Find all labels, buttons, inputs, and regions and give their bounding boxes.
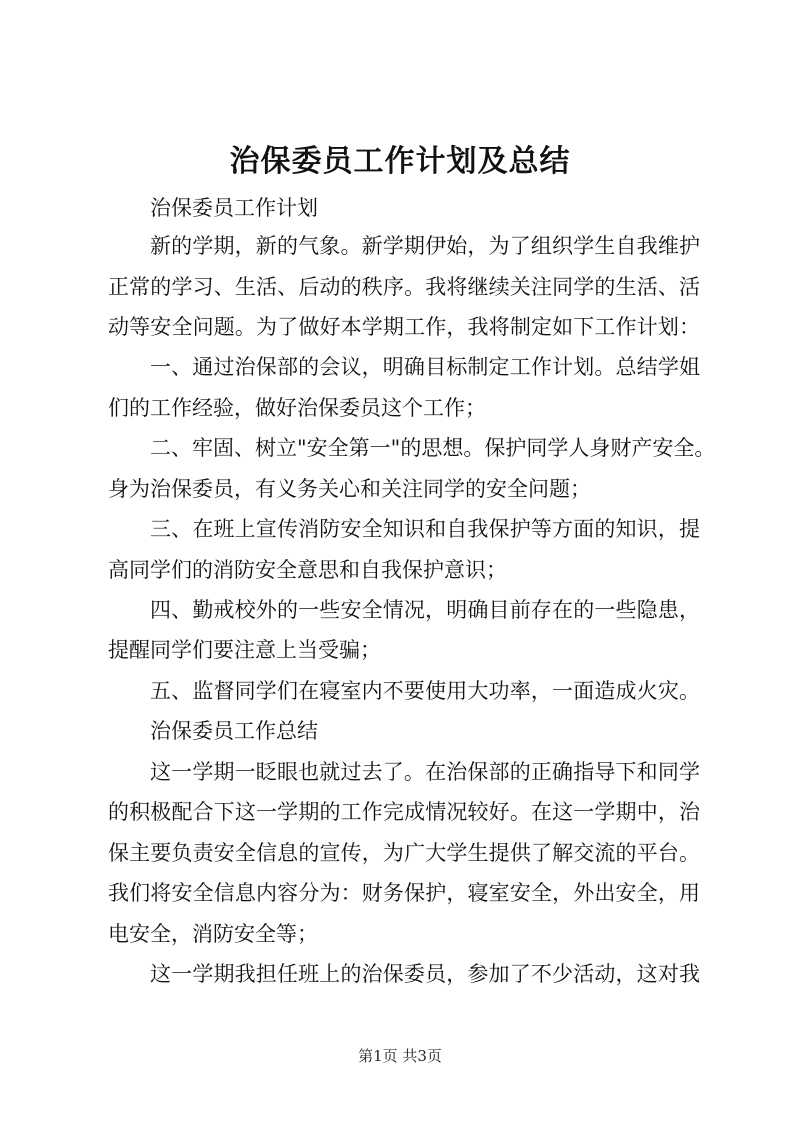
section-heading-plan: 治保委员工作计划 (150, 196, 318, 220)
paragraph-line: 高同学们的消防安全意思和自我保护意识； (108, 558, 507, 582)
paragraph-line: 动等安全问题。为了做好本学期工作，我将制定如下工作计划： (108, 315, 700, 339)
paragraph-line: 这一学期我担任班上的治保委员，参加了不少活动，这对我 (150, 962, 700, 986)
paragraph-line: 四、勤戒校外的一些安全情况，明确目前存在的一些隐患， (150, 598, 700, 622)
page-number: 第1页 共3页 (358, 1047, 442, 1065)
document-title: 治保委员工作计划及总结 (229, 144, 571, 179)
paragraph-line: 的积极配合下这一学期的工作完成情况较好。在这一学期中，治 (108, 800, 700, 824)
paragraph-line: 二、牢固、树立"安全第一"的思想。保护同学人身财产安全。 (150, 436, 716, 460)
paragraph-line: 身为治保委员，有义务关心和关注同学的安全问题； (108, 477, 591, 501)
paragraph-line: 这一学期一眨眼也就过去了。在治保部的正确指导下和同学 (150, 760, 700, 784)
paragraph-line: 提醒同学们要注意上当受骗； (108, 638, 381, 662)
paragraph-line: 三、在班上宣传消防安全知识和自我保护等方面的知识，提 (150, 517, 700, 541)
paragraph-line: 们的工作经验，做好治保委员这个工作； (108, 396, 486, 420)
section-heading-summary: 治保委员工作总结 (150, 719, 318, 743)
paragraph-line: 新的学期，新的气象。新学期伊始，为了组织学生自我维护 (150, 234, 700, 258)
paragraph-line: 一、通过治保部的会议，明确目标制定工作计划。总结学姐 (150, 355, 700, 379)
paragraph-line: 五、监督同学们在寝室内不要使用大功率，一面造成火灾。 (150, 679, 700, 703)
paragraph-line: 我们将安全信息内容分为：财务保护，寝室安全，外出安全，用 (108, 881, 700, 905)
paragraph-line: 保主要负责安全信息的宣传，为广大学生提供了解交流的平台。 (108, 841, 700, 865)
paragraph-line: 正常的学习、生活、后动的秩序。我将继续关注同学的生活、活 (108, 275, 700, 299)
paragraph-line: 电安全，消防安全等； (108, 922, 318, 946)
